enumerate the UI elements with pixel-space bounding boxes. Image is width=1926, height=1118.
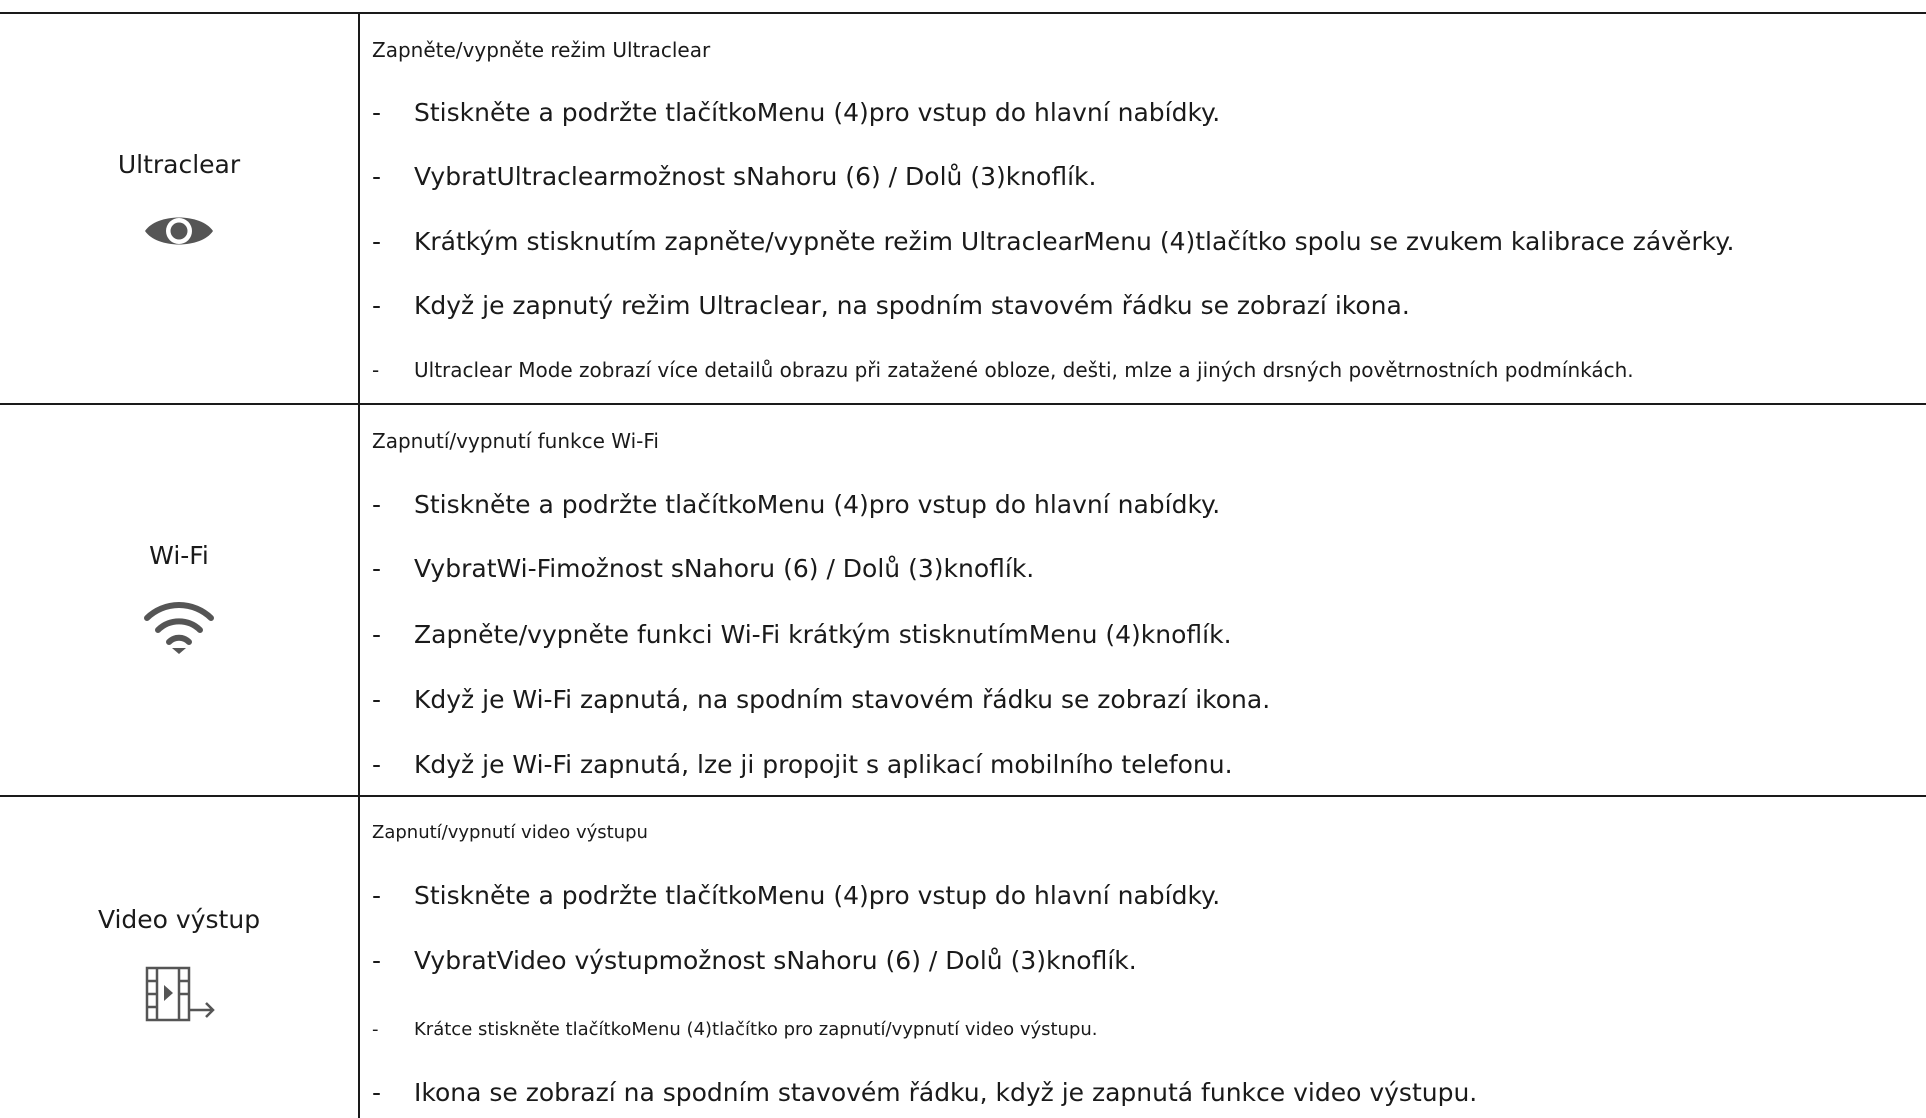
feature-name: Wi-Fi: [149, 541, 209, 570]
section-heading: Zapnutí/vypnutí funkce Wi-Fi: [372, 429, 659, 453]
table-row-video-output: [0, 797, 1926, 1118]
list-item: - Ultraclear Mode zobrazí více detailů obrazu při zatažené obloze, dešti, mlze a jiných drsných povětrnostních podmínkách.: [372, 358, 1634, 382]
list-item: - Když je zapnutý režim Ultraclear, na spodním stavovém řádku se zobrazí ikona.: [372, 291, 1410, 320]
list-item: - Stiskněte a podržte tlačítkoMenu (4)pro vstup do hlavní nabídky.: [372, 881, 1221, 910]
list-item: - Stiskněte a podržte tlačítkoMenu (4)pro vstup do hlavní nabídky.: [372, 98, 1221, 127]
list-item: - Když je Wi-Fi zapnutá, na spodním stavovém řádku se zobrazí ikona.: [372, 685, 1271, 714]
list-item: - Stiskněte a podržte tlačítkoMenu (4)pro vstup do hlavní nabídky.: [372, 490, 1221, 519]
feature-label-cell: [0, 905, 358, 1024]
feature-content-cell: [372, 797, 1912, 1118]
list-item: - VybratUltraclearmožnost sNahoru (6) / Dolů (3)knoflík.: [372, 162, 1097, 191]
table-row-wifi: [0, 405, 1926, 795]
list-item: - Zapněte/vypněte funkci Wi-Fi krátkým stisknutímMenu (4)knoflík.: [372, 620, 1232, 649]
list-item: - Ikona se zobrazí na spodním stavovém řádku, když je zapnutá funkce video výstupu.: [372, 1078, 1478, 1107]
feature-content-cell: [372, 14, 1912, 403]
section-heading: Zapnutí/vypnutí video výstupu: [372, 822, 648, 843]
section-heading: Zapněte/vypněte režim Ultraclear: [372, 38, 711, 62]
list-item: - VybratVideo výstupmožnost sNahoru (6) / Dolů (3)knoflík.: [372, 946, 1137, 975]
list-item: - VybratWi-Fimožnost sNahoru (6) / Dolů (3)knoflík.: [372, 554, 1035, 583]
eye-icon: [143, 209, 215, 253]
table-row-ultraclear: [0, 14, 1926, 403]
feature-name: Video výstup: [97, 905, 261, 934]
list-item: - Krátkým stisknutím zapněte/vypněte režim UltraclearMenu (4)tlačítko spolu se zvukem kalibrace závěrky.: [372, 227, 1735, 256]
wifi-icon: [143, 600, 215, 654]
feature-name: Ultraclear: [117, 150, 241, 179]
list-item: - Když je Wi-Fi zapnutá, lze ji propojit s aplikací mobilního telefonu.: [372, 750, 1233, 779]
list-item: - Krátce stiskněte tlačítkoMenu (4)tlačítko pro zapnutí/vypnutí video výstupu.: [372, 1019, 1098, 1040]
feature-label-cell: [0, 150, 358, 253]
video-output-icon: [137, 964, 221, 1024]
feature-content-cell: [372, 405, 1912, 795]
feature-label-cell: [0, 541, 358, 654]
